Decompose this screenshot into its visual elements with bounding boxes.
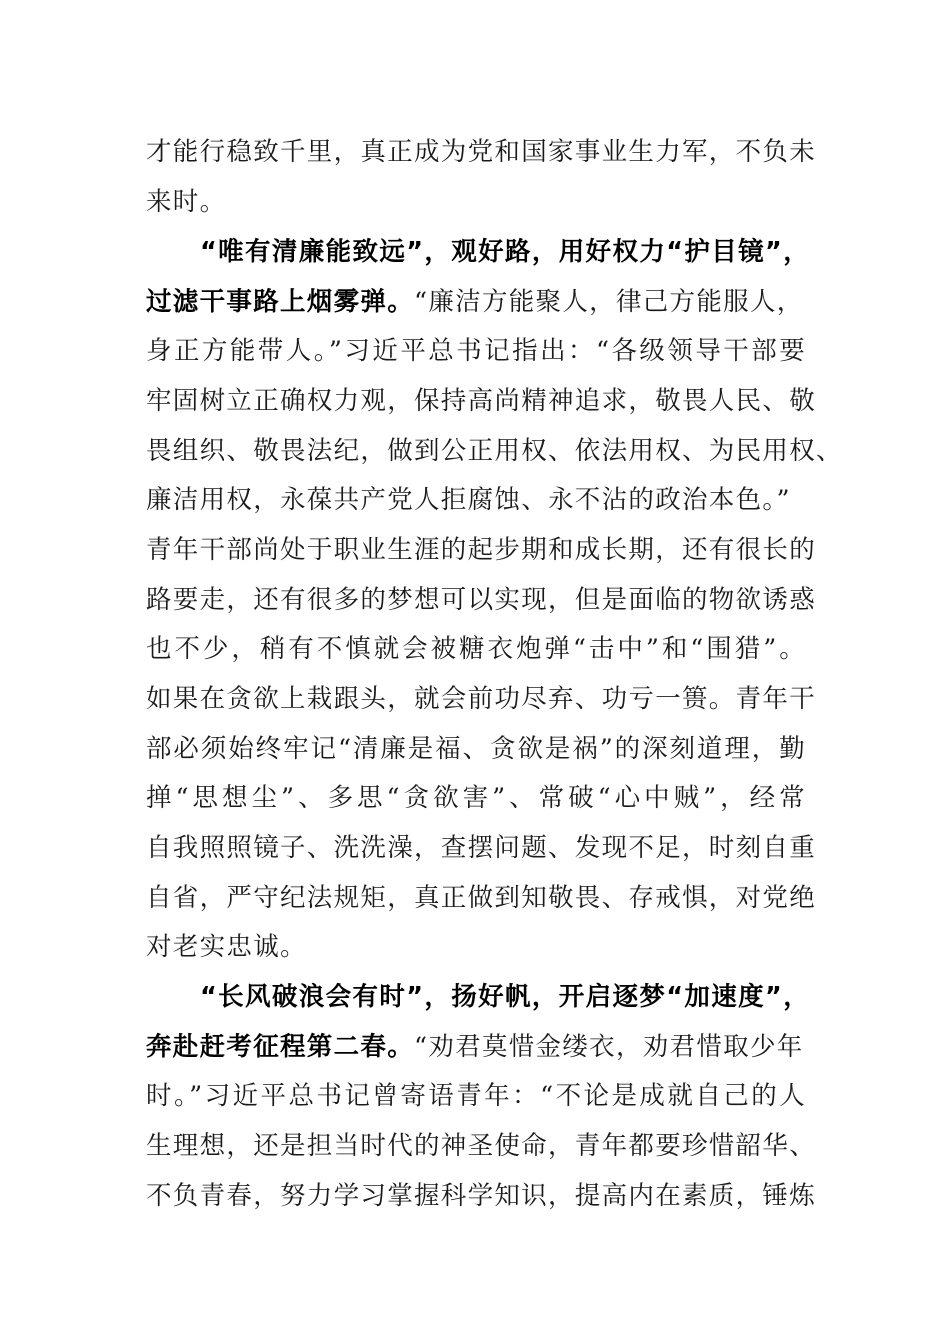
section-heading-continuation: 奔赴赶考征程第二春。: [146, 1032, 415, 1062]
body-text-line: 自我照照镜子、洗洗澡，查摆问题、发现不足，时刻自重: [146, 833, 817, 863]
body-text-line: 自省，严守纪法规矩，真正做到知敬畏、存戒惧，对党绝: [146, 883, 817, 913]
body-text-line: [146, 286, 806, 318]
body-text-line: 也不少，稍有不慎就会被糖衣炮弹“击中”和“围猎”。: [146, 634, 806, 664]
body-text-line: 畏组织、敬畏法纪，做到公正用权、依法用权、为民用权、: [146, 436, 843, 466]
section-heading-continuation: 过滤干事路上烟雾弹。: [146, 287, 415, 317]
body-text-line: 来时。: [146, 187, 227, 217]
body-text-line: 不负青春，努力学习掌握科学知识，提高内在素质，锤炼: [146, 1181, 817, 1211]
body-text-line: 如果在贪欲上栽跟头，就会前功尽弃、功亏一篑。青年干: [146, 684, 817, 714]
body-text-line: 牢固树立正确权力观，保持高尚精神追求，敬畏人民、敬: [146, 386, 817, 416]
body-text-line: 时。”习近平总书记曾寄语青年：“不论是成就自己的人: [146, 1081, 806, 1111]
body-text-line: 路要走，还有很多的梦想可以实现，但是面临的物欲诱惑: [146, 585, 817, 615]
section-heading: “长风破浪会有时”，扬好帆，开启逐梦“加速度”，: [200, 982, 810, 1012]
body-text-line: 青年干部尚处于职业生涯的起步期和成长期，还有很长的: [146, 535, 817, 565]
body-text-span: “廉洁方能聚人，律己方能服人，: [414, 287, 804, 317]
body-text-line: 部必须始终牢记“清廉是福、贪欲是祸”的深刻道理，勤: [146, 734, 806, 764]
body-text-line: 对老实忠诚。: [146, 932, 307, 962]
body-text-line: 才能行稳致千里，真正成为党和国家事业生力军，不负未: [146, 137, 817, 167]
body-text-line: [146, 1031, 806, 1063]
section-heading: “唯有清廉能致远”，观好路，用好权力“护目镜”，: [200, 237, 810, 267]
body-text-span: “劝君莫惜金缕衣，劝君惜取少年: [414, 1032, 804, 1062]
body-text-line: 身正方能带人。”习近平总书记指出：“各级领导干部要: [146, 336, 806, 366]
body-text-line: 掸“思想尘”、多思“贪欲害”、常破“心中贼”，经常: [146, 783, 806, 813]
body-text-line: 廉洁用权，永葆共产党人拒腐蚀、永不沾的政治本色。”: [146, 485, 791, 515]
body-text-line: 生理想，还是担当时代的神圣使命，青年都要珍惜韶华、: [146, 1131, 817, 1161]
